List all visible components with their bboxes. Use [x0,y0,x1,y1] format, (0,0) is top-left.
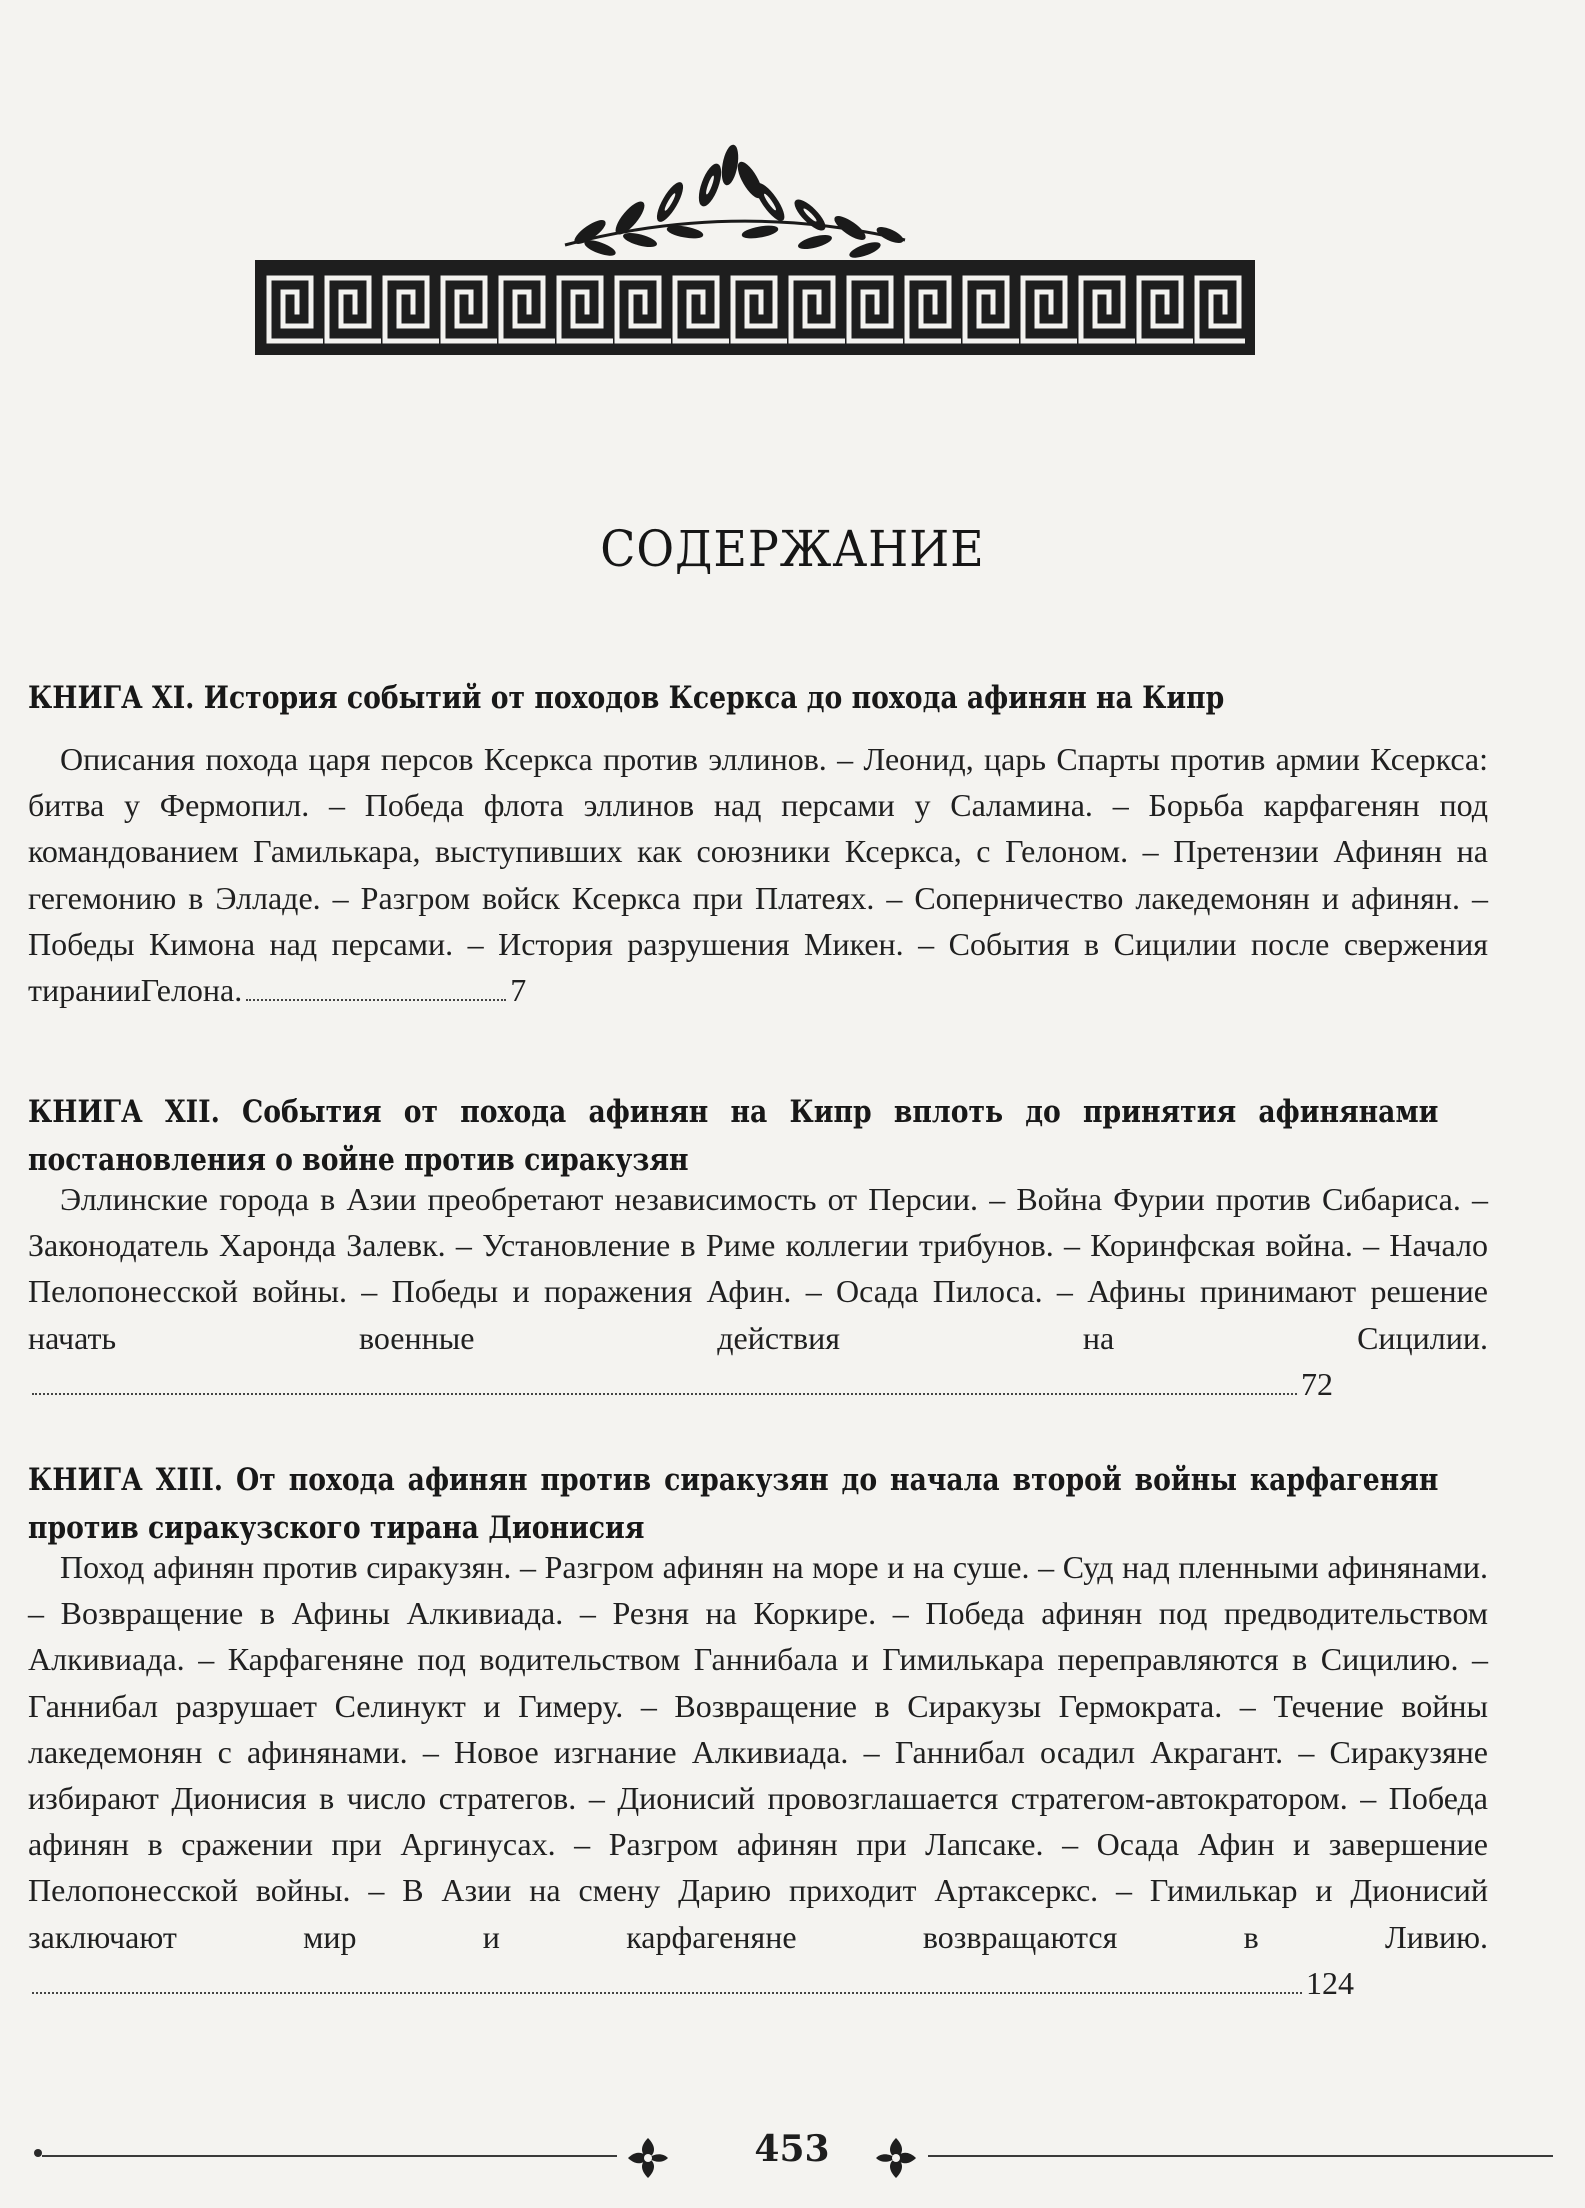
laurel-branch-icon [545,140,925,265]
footer-rule-left [42,2155,617,2157]
book-xiii-summary: Поход афинян против сиракузян. – Разгром афинян на море и на суше. – Суд над пленными афинянами. – Возвращение в Афины Алкивиада. – Резня на Коркире. – Победа афинян под предводительством Алкивиада. – Карфагеняне под водительством Ганнибала и Гимилькара переправляются в Сицилию. – Ганнибал разрушает Селинукт и Гимеру. – Возвращение в Сиракузы Гермократа. – Течение войны лакедемонян с афинянами. – Новое изгнание Алкивиада. – Ганнибал осадил Акрагант. – Сиракузяне избирают Дионисия в число стратегов. – Дионисий провозглашается стратегом-автократором. – Победа афинян в сражении при Аргинусах. – Разгром афинян при Лапсаке. – Осада Афин и завершение Пелопонесской войны. – В Азии на смену Дарию приходит Артаксеркс. – Гимилькар и Дионисий заключают мир и карфагеняне возвращаются в Ливию. [28,1549,1488,1955]
rule-end-dot [34,2149,42,2157]
book-xii-description [28,1176,1488,1407]
book-xi-title: КНИГА XI. История событий от походов Ксеркса до похода афинян на Кипр [28,680,1225,716]
leader-dots [32,1392,1297,1395]
fleuron-ornament-icon [620,2130,676,2186]
footer-rule-right [928,2155,1553,2157]
book-xii-title: КНИГА XII. События от похода афинян на Кипр вплоть до принятия афинянами постановления о войне против сиракузян [28,1094,1439,1178]
book-xiii-title: КНИГА XIII. От похода афинян против сиракузян до начала второй войны карфагенян против сиракузского тирана Дионисия [28,1462,1439,1546]
greek-key-border-icon [255,260,1255,355]
book-xi-page: 7 [510,972,527,1009]
page-number: 453 [754,2128,830,2170]
fleuron-ornament-icon [868,2130,924,2186]
leader-dots [32,1991,1302,1994]
leader-dots [246,998,506,1001]
book-xiii-description [28,1544,1488,2006]
book-xiii-page: 124 [1306,1964,1354,2001]
page-title: СОДЕРЖАНИЕ [600,520,985,578]
book-xii-summary: Эллинские города в Азии преобретают независимость от Персии. – Война Фурии против Сибариса. – Законодатель Харонда Залевк. – Установление в Риме коллегии трибунов. – Коринфская война. – Начало Пелопонесской войны. – Победы и поражения Афин. – Осада Пилоса. – Афины принимают решение начать военные действия на Сицилии. [28,1181,1488,1356]
book-xi-description [28,736,1488,1013]
book-xii-page: 72 [1301,1365,1333,1402]
book-xi-summary: Описания похода царя персов Ксеркса против эллинов. – Леонид, царь Спарты против армии Ксеркса: битва у Фермопил. – Победа флота эллинов над персами у Саламина. – Борьба карфагенян под командованием Гамилькара, выступивших как союзники Ксеркса, с Гелоном. – Претензии Афинян на гегемонию в Элладе. – Разгром войск Ксеркса при Платеях. – Соперничество лакедемонян и афинян. – Победы Кимона над персами. – История разрушения Микен. – События в Сицилии после свержения тиранииГелона. [28,741,1488,1009]
